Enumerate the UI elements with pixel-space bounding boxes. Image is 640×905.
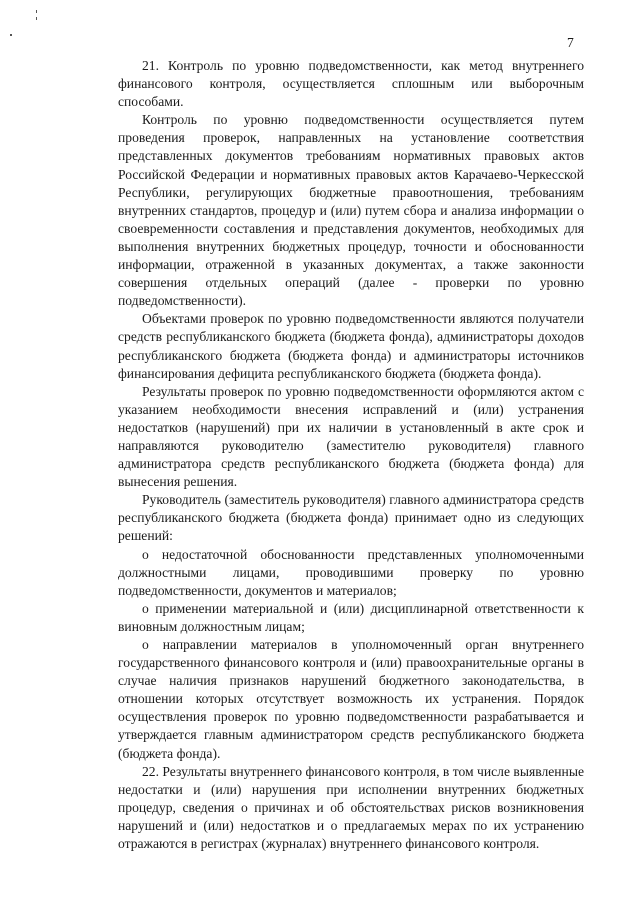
paragraph-objects: Объектами проверок по уровню подведомственности являются получатели средств республиканского бюджета (бюджета фонда), администраторы доходов республиканского бюджета (бюджета фонда) и администраторы источников финансирования дефицита республиканского бюджета (бюджета фонда). [118,311,584,381]
paragraph-decisions: Руководитель (заместитель руководителя) главного администратора средств республиканского бюджета (бюджета фонда) принимает одно из следующих решений: [118,492,584,544]
paragraph-decision-2: о применении материальной и (или) дисциплинарной ответственности к виновным должностным лицам; [118,600,584,634]
paragraph-decision-1: о недостаточной обоснованности представленных уполномоченными должностными лицами, проводившими проверку по уровню подведомственности, документов и материалов; [118,546,584,598]
scan-artifact [10,34,12,36]
paragraph-control-description: Контроль по уровню подведомственности осуществляется путем проведения проверок, направленных на установление соответствия представленных документов требованиям нормативных правовых актов Российской Федерации и нормативных правовых актов Карачаево-Черкесской Республики, регулирующих бюджетные правоотношения, требованиям внутренних стандартов, процедур и (или) путем сбора и анализа информации о своевременности составления и представления документов, необходимых для выполнения внутренних бюджетных процедур, точности и обоснованности информации, отраженной в указанных документах, а также законности совершения отдельных операций (далее - проверки по уровню подведомственности). [118,112,584,309]
paragraph-22: 22. Результаты внутреннего финансового контроля, в том числе выявленные недостатки и (или) нарушения при исполнении внутренних бюджетных процедур, сведения о причинах и об обстоятельствах рисков возникновения нарушений и (или) недостатков и о предлагаемых мерах по их устранению отражаются в регистрах (журналах) внутреннего финансового контроля. [118,763,584,852]
scan-artifact [36,10,37,13]
paragraph-21-intro: 21. Контроль по уровню подведомственности, как метод внутреннего финансового контроля, осуществляется сплошным или выборочным способами. [118,58,584,110]
scan-artifact [36,17,37,20]
page-number: 7 [567,35,574,50]
paragraph-decision-3: о направлении материалов в уполномоченный орган внутреннего государственного финансового контроля и (или) правоохранительные органы в случае наличия признаков нарушений бюджетного законодательства, в отношении которых отсутствует возможность их устранения. Порядок осуществления проверок по уровню подведомственности разрабатывается и утверждается главным администратором средств республиканского бюджета (бюджета фонда). [118,637,584,761]
body-text [118,57,584,853]
paragraph-results: Результаты проверок по уровню подведомственности оформляются актом с указанием необходимости внесения исправлений и (или) устранения недостатков (нарушений) при их наличии в установленный в акте срок и направляются руководителю (заместителю руководителя) главного администратора средств республиканского бюджета (бюджета фонда) для вынесения решения. [118,383,584,490]
